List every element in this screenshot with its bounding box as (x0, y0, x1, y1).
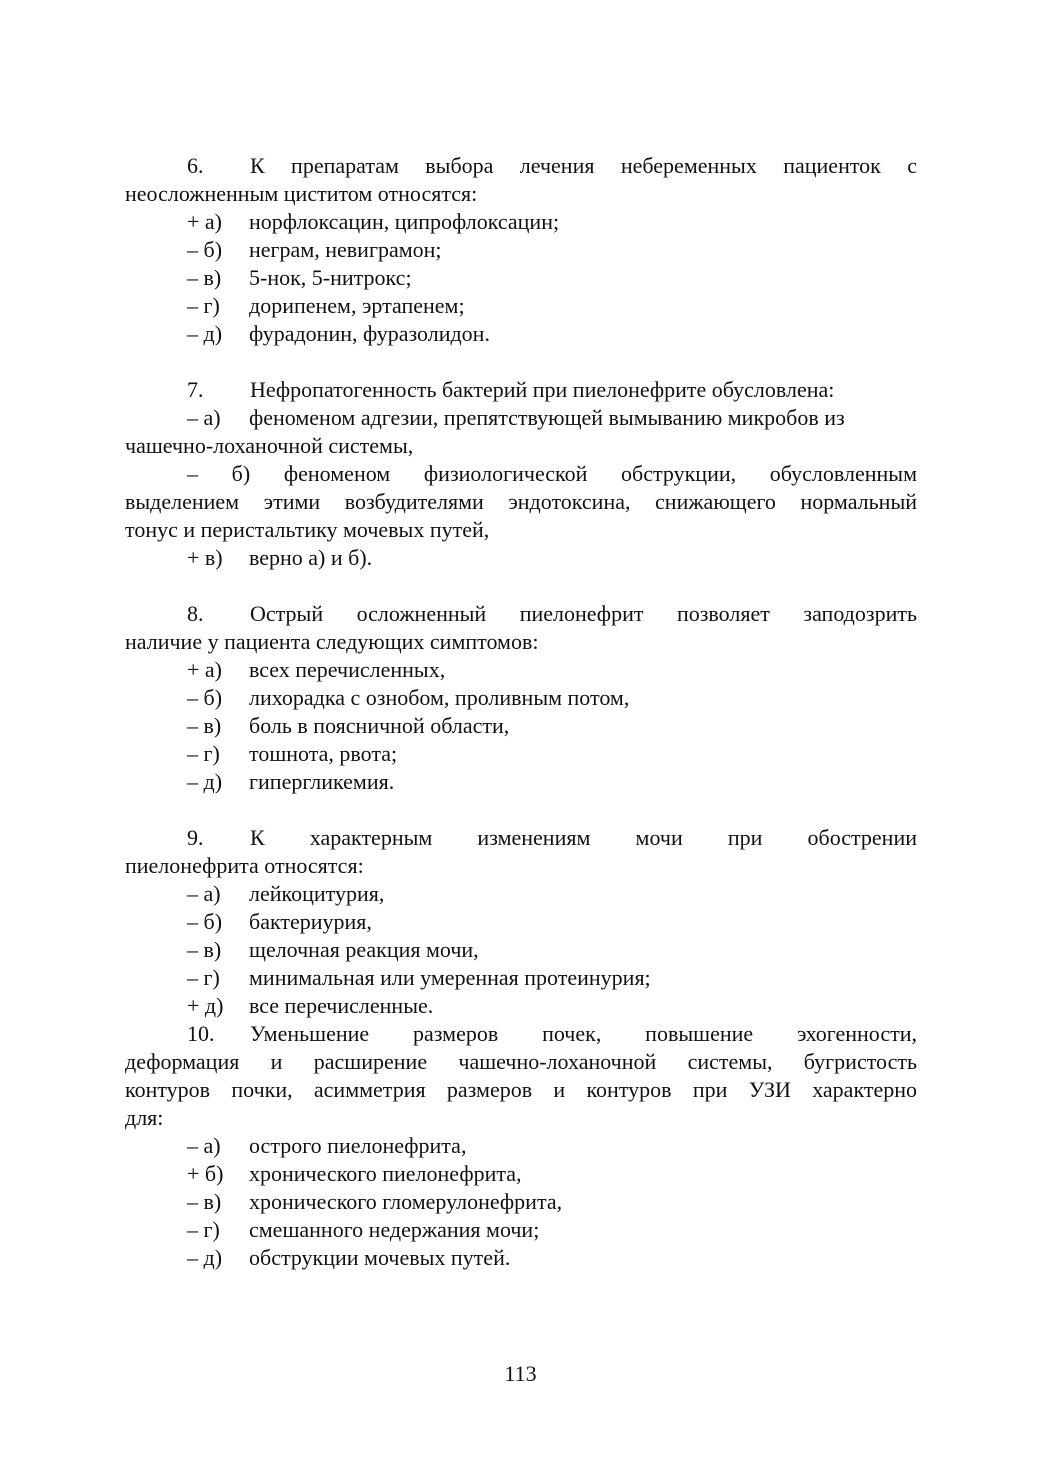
option-text: тошнота, рвота; (249, 741, 398, 766)
option-text: верно а) и б). (249, 545, 373, 570)
question-6-option-b (125, 236, 917, 264)
option-mark: – а) (187, 1133, 221, 1158)
spacer (125, 572, 917, 600)
option-mark: – г) (187, 1217, 220, 1242)
question-8-option-e (125, 768, 917, 796)
question-6-option-d (125, 292, 917, 320)
option-text: минимальная или умеренная протеинурия; (249, 965, 651, 990)
question-8-option-c (125, 712, 917, 740)
spacer (125, 348, 917, 376)
option-mark: + б) (187, 1161, 224, 1186)
document-page (125, 152, 917, 1272)
question-10-line-4: для: (125, 1105, 164, 1130)
question-9-line-2: пиелонефрита относятся: (125, 853, 364, 878)
question-9-option-e (125, 992, 917, 1020)
option-mark: – б) (187, 909, 223, 934)
question-9-option-d (125, 964, 917, 992)
option-text: смешанного недержания мочи; (249, 1217, 540, 1242)
question-6-number: 6. (187, 153, 204, 178)
question-8-text: Острый осложненный пиелонефрит позволяет заподозрить (250, 601, 917, 626)
option-text: дорипенем, эртапенем; (249, 293, 465, 318)
question-8 (125, 600, 917, 796)
question-8-option-d (125, 740, 917, 768)
option-mark: – д) (187, 321, 223, 346)
option-mark: + д) (187, 993, 224, 1018)
question-7-option-a (125, 404, 917, 432)
question-10-line-2: деформация и расширение чашечно-лоханочной системы, бугристость (125, 1049, 917, 1074)
question-10-option-e (125, 1244, 917, 1272)
option-text: лейкоцитурия, (249, 881, 385, 906)
option-text: острого пиелонефрита, (249, 1133, 467, 1158)
question-9-line-1 (125, 824, 917, 852)
option-text: всех перечисленных, (249, 657, 446, 682)
question-8-number: 8. (187, 601, 204, 626)
option-mark: – д) (187, 769, 223, 794)
question-6-line-1 (125, 152, 917, 180)
question-9-number: 9. (187, 825, 204, 850)
option-mark: – б) (187, 237, 223, 262)
question-9-option-b (125, 908, 917, 936)
option-mark: – б) (187, 685, 223, 710)
question-10-option-d (125, 1216, 917, 1244)
option-text: щелочная реакция мочи, (249, 937, 479, 962)
option-mark: – в) (187, 713, 222, 738)
option-mark: – а) (187, 881, 221, 906)
question-6-option-a (125, 208, 917, 236)
option-text: хронического гломерулонефрита, (249, 1189, 563, 1214)
question-9 (125, 824, 917, 1020)
question-7-option-b-cont-1: выделением этими возбудителями эндотоксина, снижающего нормальный (125, 489, 917, 514)
option-mark: + в) (187, 545, 223, 570)
question-10-option-a (125, 1132, 917, 1160)
option-mark: – г) (187, 741, 220, 766)
question-6-text: К препаратам выбора лечения небеременных пациенток с (250, 153, 917, 178)
option-text: феноменом адгезии, препятствующей вымыванию микробов из (249, 405, 845, 430)
option-text: бактериурия, (249, 909, 372, 934)
option-mark: – г) (187, 293, 220, 318)
option-text: обструкции мочевых путей. (249, 1245, 511, 1270)
question-10 (125, 1020, 917, 1272)
question-10-text: Уменьшение размеров почек, повышение эхогенности, (250, 1021, 917, 1046)
question-7-line-1 (125, 376, 917, 404)
question-10-number: 10. (187, 1021, 215, 1046)
option-mark: + а) (187, 657, 222, 682)
page-number: 113 (504, 1361, 537, 1386)
option-text: все перечисленные. (249, 993, 434, 1018)
question-7-option-b-cont-2: тонус и перистальтику мочевых путей, (125, 517, 490, 542)
option-mark: – а) (187, 405, 221, 430)
option-mark: – г) (187, 965, 220, 990)
option-text: 5-нок, 5-нитрокс; (249, 265, 412, 290)
question-6 (125, 152, 917, 348)
question-7 (125, 376, 917, 572)
question-7-option-c (125, 544, 917, 572)
option-text: фурадонин, фуразолидон. (249, 321, 490, 346)
question-10-line-3: контуров почки, асимметрия размеров и контуров при УЗИ характерно (125, 1077, 917, 1102)
question-7-number: 7. (187, 377, 204, 402)
option-text: хронического пиелонефрита, (249, 1161, 522, 1186)
question-7-text: Нефропатогенность бактерий при пиелонефрите обусловлена: (250, 377, 835, 402)
question-10-option-c (125, 1188, 917, 1216)
question-9-option-a (125, 880, 917, 908)
question-10-line-1 (125, 1020, 917, 1048)
option-text: лихорадка с ознобом, проливным потом, (249, 685, 630, 710)
question-10-option-b (125, 1160, 917, 1188)
option-text: боль в поясничной области, (249, 713, 510, 738)
question-6-option-c (125, 264, 917, 292)
question-7-option-b: – б) феноменом физиологической обструкции, обусловленным (187, 461, 917, 486)
option-text: неграм, невиграмон; (249, 237, 442, 262)
option-mark: – в) (187, 937, 222, 962)
option-text: норфлоксацин, ципрофлоксацин; (249, 209, 560, 234)
question-6-option-e (125, 320, 917, 348)
question-7-option-a-cont: чашечно-лоханочной системы, (125, 433, 414, 458)
question-8-line-1 (125, 600, 917, 628)
question-6-line-2: неосложненным циститом относятся: (125, 181, 478, 206)
spacer (125, 796, 917, 824)
option-mark: – в) (187, 1189, 222, 1214)
question-8-line-2: наличие у пациента следующих симптомов: (125, 629, 539, 654)
option-text: гипергликемия. (249, 769, 395, 794)
question-9-option-c (125, 936, 917, 964)
option-mark: – в) (187, 265, 222, 290)
question-9-text: К характерным изменениям мочи при обострении (250, 825, 917, 850)
question-8-option-b (125, 684, 917, 712)
question-8-option-a (125, 656, 917, 684)
option-mark: – д) (187, 1245, 223, 1270)
option-mark: + а) (187, 209, 222, 234)
